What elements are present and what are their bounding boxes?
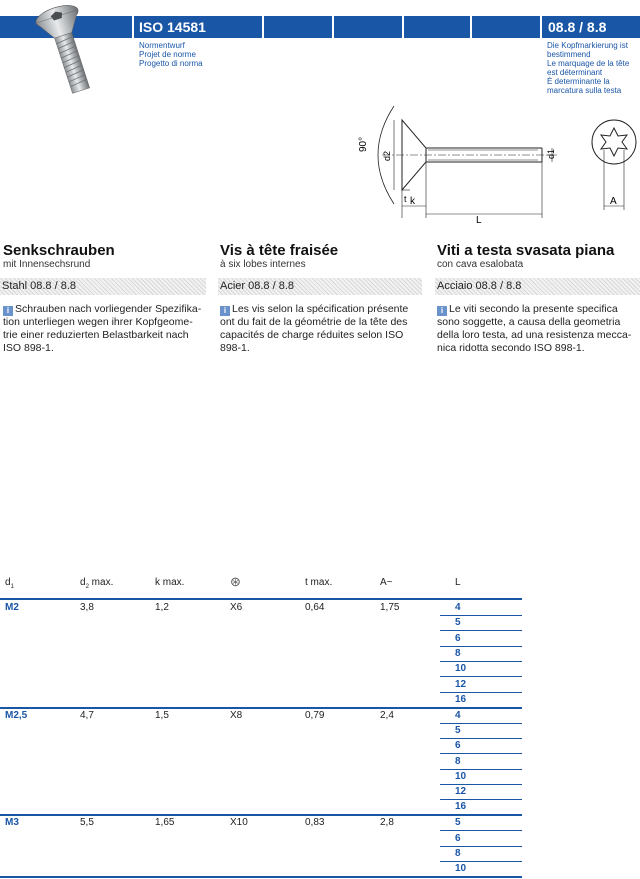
- section-fr: [220, 242, 420, 270]
- material-bar-it: [435, 278, 640, 295]
- grade-note: bestimmend: [547, 50, 591, 59]
- description-line: 898-1.: [220, 342, 250, 354]
- grade-note: È determinante la: [547, 77, 610, 86]
- info-icon: i: [3, 306, 13, 316]
- description-line: sono soggette, a causa della geometria: [437, 316, 621, 328]
- description-line: tion unterliegen wegen ihrer Kopfgeome-: [3, 316, 193, 328]
- length-divider: [440, 646, 522, 647]
- length-divider: [440, 769, 522, 770]
- length-divider: [440, 753, 522, 754]
- header-d1: [5, 577, 14, 590]
- drawing-t-label: t: [404, 194, 407, 204]
- cell-k: 1,5: [155, 709, 169, 721]
- row-group-divider: [0, 814, 522, 816]
- header-L: L: [455, 577, 461, 588]
- cell-L: 6: [455, 632, 461, 644]
- header-d2-suffix: max.: [88, 577, 114, 588]
- length-divider: [440, 630, 522, 631]
- cell-d2: 3,8: [80, 602, 94, 613]
- header-d2: [80, 577, 113, 590]
- length-divider: [440, 615, 522, 616]
- drawing-angle-label: 90°: [358, 136, 369, 152]
- section-title: Senkschrauben: [3, 242, 115, 259]
- cell-L: 10: [455, 863, 467, 875]
- section-title: Viti a testa svasata piana: [437, 242, 615, 259]
- cell-A: 2,4: [380, 709, 394, 721]
- section-subtitle: mit Innensechsrund: [3, 259, 91, 270]
- section-it: [437, 242, 637, 270]
- material-bar-de: [0, 278, 206, 295]
- cell-L: 16: [455, 693, 467, 705]
- cell-L: 8: [455, 755, 461, 767]
- grade-notes: [547, 41, 629, 95]
- drawing-d2-label: d2: [382, 150, 392, 161]
- cell-drive: X10: [230, 817, 248, 829]
- description-line: ISO 898-1.: [3, 342, 54, 354]
- length-divider: [440, 861, 522, 862]
- length-divider: [440, 723, 522, 724]
- cell-A: 1,75: [380, 602, 400, 613]
- cell-drive: X6: [230, 602, 243, 613]
- cell-k: 1,2: [155, 602, 169, 613]
- header-bar-block-4: [472, 16, 540, 38]
- drawing-d1-label: d1: [546, 148, 556, 159]
- description-it: [437, 303, 637, 355]
- material-bar-fr: [218, 278, 422, 295]
- header-t: t max.: [305, 577, 333, 588]
- cell-d1: M3: [5, 817, 19, 829]
- header-d1-sub: 1: [10, 584, 14, 590]
- description-fr: [220, 303, 425, 355]
- description-line: nica ridotta secondo ISO 898-1.: [437, 342, 585, 354]
- cell-L: 16: [455, 801, 467, 813]
- standard-note: Projet de norme: [139, 50, 196, 59]
- info-icon: i: [220, 306, 230, 316]
- cell-L: 12: [455, 678, 467, 690]
- screw-photo: [28, 0, 112, 100]
- grade-note: est déterminant: [547, 68, 603, 77]
- header-d2-sub: 2: [85, 584, 89, 590]
- description-line: Le viti secondo la presente specifica: [449, 303, 618, 315]
- header-k: k max.: [155, 577, 185, 588]
- cell-k: 1,65: [155, 817, 175, 829]
- description-de: [3, 303, 208, 355]
- cell-A: 2,8: [380, 817, 394, 829]
- standard-notes: [139, 41, 203, 68]
- table-header-rule: [0, 598, 522, 600]
- cell-L: 5: [455, 617, 461, 629]
- cell-L: 6: [455, 832, 461, 844]
- technical-drawing: [352, 98, 640, 226]
- cell-L: 6: [455, 740, 461, 752]
- cell-L: 5: [455, 724, 461, 736]
- grade-note: Die Kopfmarkierung ist: [547, 41, 628, 50]
- length-divider: [440, 784, 522, 785]
- description-line: ont du fait de la géométrie de la tête des: [220, 316, 408, 328]
- description-line: capacités de charge réduites selon ISO: [220, 329, 404, 341]
- drawing-k-label: k: [410, 196, 415, 207]
- length-divider: [440, 830, 522, 831]
- row-group-divider: [0, 707, 522, 709]
- row-group-divider: [0, 876, 522, 878]
- cell-d1: M2: [5, 602, 19, 613]
- length-divider: [440, 846, 522, 847]
- length-divider: [440, 738, 522, 739]
- cell-t: 0,83: [305, 817, 325, 829]
- standard-label: ISO 14581: [139, 19, 206, 35]
- cell-d2: 5,5: [80, 817, 94, 829]
- cell-d1: M2,5: [5, 709, 28, 721]
- info-icon: i: [437, 306, 447, 316]
- grade-note: Le marquage de la tête: [547, 59, 630, 68]
- header-A: A~: [380, 577, 393, 588]
- header-d2-text: d: [80, 577, 86, 588]
- description-line: Les vis selon la spécification présente: [232, 303, 409, 315]
- section-subtitle: con cava esalobata: [437, 259, 524, 270]
- cell-L: 8: [455, 647, 461, 659]
- description-line: della loro testa, ad una resistenza mecca-: [437, 329, 632, 341]
- length-divider: [440, 661, 522, 662]
- header-drive-icon: ⊛: [230, 574, 241, 589]
- length-divider: [440, 799, 522, 800]
- header-bar-block-3: [404, 16, 470, 38]
- section-title: Vis à tête fraisée: [220, 242, 339, 259]
- length-divider: [440, 676, 522, 677]
- description-line: Schrauben nach vorliegender Spezifika-: [15, 303, 202, 315]
- cell-t: 0,64: [305, 602, 325, 613]
- grade-label: 08.8 / 8.8: [548, 19, 607, 35]
- drawing-L-label: L: [476, 215, 482, 226]
- header-bar-grade: [542, 16, 640, 38]
- section-subtitle: à six lobes internes: [220, 259, 306, 270]
- cell-L: 4: [455, 602, 461, 613]
- header-bar-standard: [134, 16, 262, 38]
- cell-L: 12: [455, 786, 467, 798]
- material-label: Stahl 08.8 / 8.8: [2, 280, 76, 292]
- cell-drive: X8: [230, 709, 243, 721]
- grade-note: marcatura sulla testa: [547, 86, 622, 95]
- header-bar-block-1: [264, 16, 332, 38]
- material-label: Acier 08.8 / 8.8: [220, 280, 294, 292]
- cell-L: 10: [455, 663, 467, 675]
- length-divider: [440, 692, 522, 693]
- cell-L: 8: [455, 847, 461, 859]
- header-bar-block-2: [334, 16, 402, 38]
- cell-L: 10: [455, 770, 467, 782]
- standard-note: Progetto di norma: [139, 59, 203, 68]
- cell-L: 5: [455, 817, 461, 829]
- drawing-A-label: A: [610, 196, 617, 207]
- cell-t: 0,79: [305, 709, 325, 721]
- cell-L: 4: [455, 709, 461, 721]
- standard-note: Normentwurf: [139, 41, 185, 50]
- section-de: [3, 242, 203, 270]
- description-line: trie einer reduzierten Belastbarkeit nach: [3, 329, 189, 341]
- material-label: Acciaio 08.8 / 8.8: [437, 280, 522, 292]
- header-d1-text: d: [5, 577, 11, 588]
- cell-d2: 4,7: [80, 709, 94, 721]
